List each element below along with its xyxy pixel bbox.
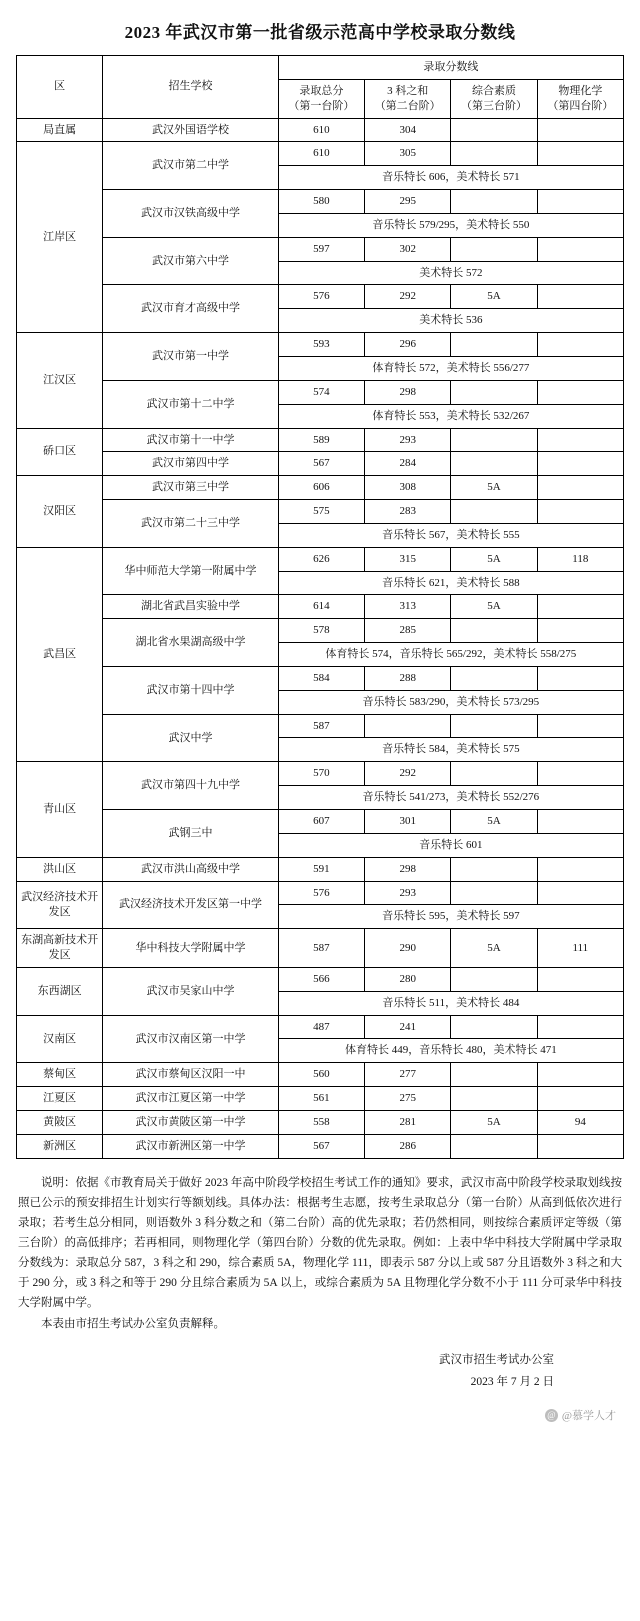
cell-score-4 [537,666,623,690]
table-row [17,1087,624,1111]
cell-score-1: 584 [278,666,364,690]
cell-score-1: 607 [278,810,364,834]
table-row [17,929,624,968]
cell-score-1: 567 [278,1134,364,1158]
cell-score-2: 313 [365,595,451,619]
header-three-subject [365,79,451,118]
cell-special-note: 体育特长 574，音乐特长 565/292，美术特长 558/275 [278,643,623,667]
cell-special-note: 音乐特长 511，美术特长 484 [278,991,623,1015]
cell-score-2: 305 [365,142,451,166]
cell-score-3: 5A [451,810,537,834]
cell-score-4 [537,285,623,309]
table-body [17,118,624,1158]
cell-score-4 [537,857,623,881]
cell-special-note: 体育特长 553，美术特长 532/267 [278,404,623,428]
cell-score-1: 576 [278,881,364,905]
cell-score-1: 614 [278,595,364,619]
cell-score-1: 597 [278,237,364,261]
cell-school: 武汉市汉南区第一中学 [103,1015,278,1063]
cell-school: 武汉市第十四中学 [103,666,278,714]
cell-score-2: 293 [365,428,451,452]
cell-score-3 [451,1015,537,1039]
cell-score-3 [451,237,537,261]
cell-school: 武汉市第十一中学 [103,428,278,452]
cell-area: 东西湖区 [17,967,103,1015]
cell-score-1: 566 [278,967,364,991]
cell-score-1: 587 [278,714,364,738]
cell-score-4 [537,142,623,166]
header-physics-chem-line2: （第四台阶） [547,99,614,112]
cell-score-4 [537,595,623,619]
header-score-group: 录取分数线 [278,56,623,80]
cell-area: 汉南区 [17,1015,103,1063]
cell-score-2: 283 [365,500,451,524]
watermark-text: @慕学人才 [561,1410,616,1423]
cell-score-1: 578 [278,619,364,643]
cell-score-2: 301 [365,810,451,834]
cell-special-note: 音乐特长 606，美术特长 571 [278,166,623,190]
cell-score-3 [451,881,537,905]
cell-area: 洪山区 [17,857,103,881]
cell-score-3: 5A [451,1110,537,1134]
cell-score-4 [537,619,623,643]
cell-area: 江夏区 [17,1087,103,1111]
cell-score-2: 315 [365,547,451,571]
cell-school: 武汉市吴家山中学 [103,967,278,1015]
cell-score-2: 286 [365,1134,451,1158]
table-row [17,118,624,142]
cell-score-4 [537,500,623,524]
watermark [16,1407,624,1423]
cell-score-3: 5A [451,929,537,968]
cell-score-1: 567 [278,452,364,476]
cell-area: 武昌区 [17,547,103,762]
cell-school: 武汉市江夏区第一中学 [103,1087,278,1111]
cell-score-2: 304 [365,118,451,142]
signature-org: 武汉市招生考试办公室 [439,1353,554,1366]
table-row [17,857,624,881]
cell-special-note: 音乐特长 579/295，美术特长 550 [278,213,623,237]
header-three-subject-line2: （第二台阶） [374,99,441,112]
page-title: 2023 年武汉市第一批省级示范高中学校录取分数线 [124,23,516,42]
cell-school: 武汉中学 [103,714,278,762]
cell-school: 武汉市第四中学 [103,452,278,476]
table-row [17,500,624,524]
signature-date: 2023 年 7 月 2 日 [470,1375,554,1388]
cell-score-2: 308 [365,476,451,500]
cell-score-2: 302 [365,237,451,261]
cell-special-note: 体育特长 572，美术特长 556/277 [278,356,623,380]
cell-score-3 [451,714,537,738]
cell-score-1: 626 [278,547,364,571]
cell-score-2: 290 [365,929,451,968]
cell-score-1: 575 [278,500,364,524]
cell-score-4 [537,967,623,991]
cell-score-2: 292 [365,285,451,309]
cell-score-2: 281 [365,1110,451,1134]
table-row [17,810,624,834]
cell-school: 武汉市洪山高级中学 [103,857,278,881]
cell-score-4 [537,380,623,404]
cell-school: 武汉外国语学校 [103,118,278,142]
header-three-subject-line1: 3 科之和 [387,84,429,97]
cell-score-4: 94 [537,1110,623,1134]
cell-school: 武汉市第六中学 [103,237,278,285]
cell-score-4 [537,333,623,357]
cell-score-1: 589 [278,428,364,452]
cell-score-4 [537,428,623,452]
cell-area: 江岸区 [17,142,103,333]
cell-score-3 [451,666,537,690]
table-row [17,714,624,738]
watermark-badge-icon: @ [545,1409,558,1422]
header-row-top [17,56,624,80]
cell-special-note: 音乐特长 601 [278,833,623,857]
cell-area: 青山区 [17,762,103,857]
cell-score-3 [451,1134,537,1158]
cell-score-1: 606 [278,476,364,500]
cell-score-1: 560 [278,1063,364,1087]
cell-score-4 [537,452,623,476]
cell-school: 武钢三中 [103,810,278,858]
cell-score-1: 580 [278,190,364,214]
table-header [17,56,624,119]
cell-special-note: 音乐特长 567，美术特长 555 [278,523,623,547]
cell-school: 武汉市育才高级中学 [103,285,278,333]
cell-score-3 [451,142,537,166]
cell-score-1: 487 [278,1015,364,1039]
header-quality-line1: 综合素质 [472,84,516,97]
cell-score-4 [537,1015,623,1039]
cell-school: 湖北省武昌实验中学 [103,595,278,619]
cell-special-note: 美术特长 572 [278,261,623,285]
header-quality [451,79,537,118]
cell-score-3 [451,762,537,786]
cell-score-2: 288 [365,666,451,690]
cell-area: 汉阳区 [17,476,103,548]
cell-score-2: 298 [365,857,451,881]
table-row [17,333,624,357]
table-row [17,1134,624,1158]
table-row [17,285,624,309]
cell-score-4 [537,118,623,142]
cell-score-2: 292 [365,762,451,786]
cell-score-3 [451,1087,537,1111]
cell-score-3: 5A [451,476,537,500]
cell-school: 武汉市蔡甸区汉阳一中 [103,1063,278,1087]
table-row [17,595,624,619]
table-row [17,1110,624,1134]
cell-score-4 [537,762,623,786]
cell-area: 局直属 [17,118,103,142]
table-row [17,547,624,571]
cell-score-4 [537,714,623,738]
cell-score-1: 558 [278,1110,364,1134]
cell-score-1: 610 [278,142,364,166]
cell-area: 江汉区 [17,333,103,428]
cell-score-4 [537,1063,623,1087]
cell-score-3 [451,857,537,881]
cell-score-3 [451,380,537,404]
cell-score-3: 5A [451,595,537,619]
header-physics-chem-line1: 物理化学 [558,84,603,97]
table-row [17,666,624,690]
cell-school: 武汉市第一中学 [103,333,278,381]
cell-score-2: 298 [365,380,451,404]
cell-school: 武汉市黄陂区第一中学 [103,1110,278,1134]
cell-special-note: 音乐特长 595，美术特长 597 [278,905,623,929]
cell-school: 武汉市第四十九中学 [103,762,278,810]
header-area: 区 [17,56,103,119]
cell-school: 武汉市第二中学 [103,142,278,190]
cell-school: 武汉市汉铁高级中学 [103,190,278,238]
cell-score-4 [537,237,623,261]
table-row [17,142,624,166]
header-total-score-line2: （第一台阶） [288,99,355,112]
cell-score-2 [365,714,451,738]
cell-score-1: 591 [278,857,364,881]
cell-special-note: 音乐特长 583/290，美术特长 573/295 [278,690,623,714]
cell-score-3: 5A [451,285,537,309]
cell-special-note: 音乐特长 621，美术特长 588 [278,571,623,595]
cell-score-2: 241 [365,1015,451,1039]
cell-score-2: 280 [365,967,451,991]
cell-school: 武汉市第二十三中学 [103,500,278,548]
cell-area: 新洲区 [17,1134,103,1158]
cell-score-4 [537,476,623,500]
table-row [17,881,624,905]
cell-score-2: 284 [365,452,451,476]
table-row [17,380,624,404]
cell-score-1: 587 [278,929,364,968]
cell-score-3 [451,333,537,357]
header-school: 招生学校 [103,56,278,119]
cell-score-2: 277 [365,1063,451,1087]
table-row [17,428,624,452]
cell-area: 硚口区 [17,428,103,476]
header-physics-chem [537,79,623,118]
cell-score-1: 593 [278,333,364,357]
note-paragraph-1: 说明：依据《市教育局关于做好 2023 年高中阶段学校招生考试工作的通知》要求，武汉市高中阶段学校录取划线按照已公示的预安排招生计划实行等额划线。具体办法：根据考生志愿，按考生录取总分（第一台阶）从高到低依次进行录取；若考生总分相同，则语数外 3 科分数之和（第二台阶）高的优先录取；若仍然相同，则按综合素质评定等级（第三台阶）的高低排序；若再相同，则物理化学（第四台阶）分数的优先录取。例如：上表中华中科技大学附属中学录取分数线为：录取总分 587，3 科之和 290，综合素质 5A，物理化学 111，即表示 587 分以上或 587 分且语数外 3 科之和大于 290 分，或 3 科之和等于 290 分且综合素质为 5A 以上，或综合素质为 5A 且物理化学分数不小于 111 分可录华中科技大学附属中学。 [18,1176,622,1310]
cell-score-4 [537,1134,623,1158]
cell-school: 武汉市第十二中学 [103,380,278,428]
cell-school: 湖北省水果湖高级中学 [103,619,278,667]
cell-school: 华中师范大学第一附属中学 [103,547,278,595]
table-row [17,476,624,500]
cell-score-1: 574 [278,380,364,404]
cell-score-2: 295 [365,190,451,214]
cell-school: 华中科技大学附属中学 [103,929,278,968]
cell-special-note: 音乐特长 584，美术特长 575 [278,738,623,762]
cell-score-1: 561 [278,1087,364,1111]
cell-area: 黄陂区 [17,1110,103,1134]
header-total-score [278,79,364,118]
cell-score-1: 570 [278,762,364,786]
cell-special-note: 美术特长 536 [278,309,623,333]
cell-area: 东湖高新技术开发区 [17,929,103,968]
table-row [17,452,624,476]
table-row [17,1063,624,1087]
table-row [17,190,624,214]
cell-score-2: 293 [365,881,451,905]
cell-score-4 [537,881,623,905]
cell-school: 武汉市第三中学 [103,476,278,500]
note-paragraph-2: 本表由市招生考试办公室负责解释。 [41,1317,225,1330]
cell-score-3 [451,428,537,452]
table-row [17,237,624,261]
admission-score-table [16,55,624,1159]
table-row [17,1015,624,1039]
cell-score-1: 610 [278,118,364,142]
cell-score-3 [451,619,537,643]
cell-score-3 [451,1063,537,1087]
cell-score-3 [451,452,537,476]
cell-score-4: 118 [537,547,623,571]
cell-school: 武汉市新洲区第一中学 [103,1134,278,1158]
header-quality-line2: （第三台阶） [461,99,527,112]
cell-score-3 [451,500,537,524]
cell-score-4: 111 [537,929,623,968]
cell-score-4 [537,810,623,834]
table-row [17,967,624,991]
cell-score-2: 285 [365,619,451,643]
cell-special-note: 音乐特长 541/273，美术特长 552/276 [278,786,623,810]
cell-score-3 [451,967,537,991]
cell-score-2: 296 [365,333,451,357]
table-row [17,619,624,643]
table-row [17,762,624,786]
cell-score-4 [537,190,623,214]
cell-score-3 [451,190,537,214]
cell-score-1: 576 [278,285,364,309]
notes-section [16,1173,624,1334]
cell-score-2: 275 [365,1087,451,1111]
cell-area: 武汉经济技术开发区 [17,881,103,929]
cell-score-3 [451,118,537,142]
cell-school: 武汉经济技术开发区第一中学 [103,881,278,929]
cell-area: 蔡甸区 [17,1063,103,1087]
signature-block [16,1350,624,1394]
cell-score-4 [537,1087,623,1111]
header-total-score-line1: 录取总分 [299,84,344,97]
cell-special-note: 体育特长 449，音乐特长 480，美术特长 471 [278,1039,623,1063]
cell-score-3: 5A [451,547,537,571]
